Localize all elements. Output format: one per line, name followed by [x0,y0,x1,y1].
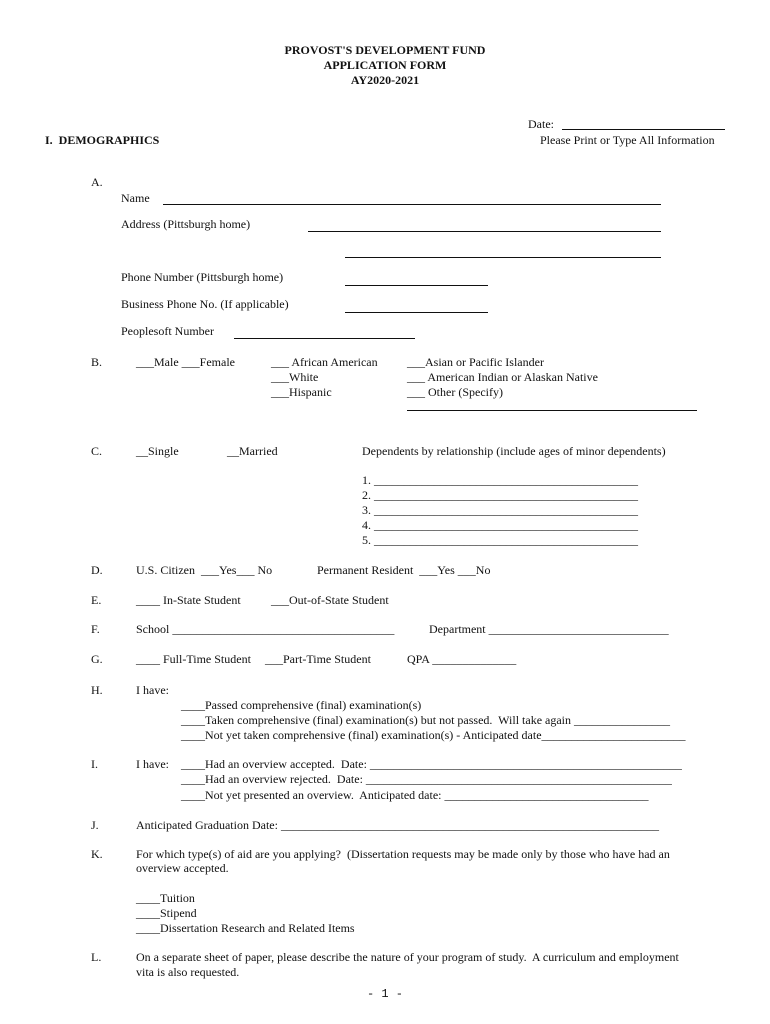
form-title: PROVOST'S DEVELOPMENT FUND [284,43,486,57]
aid-tuition-option[interactable]: ____Tuition [136,891,195,905]
part-time-option[interactable]: ___Part-Time Student [265,652,371,666]
qpa-field[interactable]: QPA ______________ [407,652,517,666]
ethnicity-african-american[interactable]: ___ African American [271,355,378,369]
date-field[interactable] [562,129,725,130]
date-label: Date: [528,117,554,131]
print-note: Please Print or Type All Information [540,133,715,147]
item-letter-b: B. [91,355,103,369]
overview-accepted-option[interactable]: ____Had an overview accepted. Date: ____________________________________________________ [181,757,682,771]
ethnicity-other[interactable]: ___ Other (Specify) [407,385,503,399]
dependents-label: Dependents by relationship (include ages of minor dependents) [362,444,666,458]
out-of-state-option[interactable]: ___Out-of-State Student [271,593,389,607]
item-letter-c: C. [91,444,103,458]
aid-question-line-1: For which type(s) of aid are you applying? (Dissertation requests may be made only by those who have had an [136,847,670,861]
ethnicity-white[interactable]: ___White [271,370,319,384]
item-letter-d: D. [91,563,103,577]
program-description-line-1: On a separate sheet of paper, please describe the nature of your program of study. A curriculum and employment [136,950,679,964]
overview-not-presented-option[interactable]: ____Not yet presented an overview. Anticipated date: __________________________________ [181,788,649,802]
us-citizen-options[interactable]: U.S. Citizen ___Yes___ No [136,563,273,577]
overview-rejected-option[interactable]: ____Had an overview rejected. Date: ___________________________________________________ [181,772,672,786]
dependent-line-4[interactable]: 4. ____________________________________________ [362,518,638,532]
dependent-line-5[interactable]: 5. ____________________________________________ [362,533,638,547]
business-phone-field[interactable] [345,312,488,313]
single-option[interactable]: __Single [136,444,179,458]
ethnicity-american-indian[interactable]: ___ American Indian or Alaskan Native [407,370,598,384]
address-field-2[interactable] [345,257,661,258]
phone-label: Phone Number (Pittsburgh home) [121,270,284,284]
peoplesoft-field[interactable] [234,338,415,339]
aid-stipend-option[interactable]: ____Stipend [136,906,197,920]
name-label: Name [121,191,150,205]
address-label: Address (Pittsburgh home) [121,217,251,231]
ethnicity-other-field[interactable] [407,410,697,411]
page-number: - 1 - [366,987,403,1001]
dependent-line-1[interactable]: 1. ____________________________________________ [362,473,638,487]
section-title: I. DEMOGRAPHICS [45,133,160,147]
form-subtitle: APPLICATION FORM [323,58,447,72]
ethnicity-hispanic[interactable]: ___Hispanic [271,385,332,399]
item-letter-l: L. [91,950,102,964]
academic-year: AY2020-2021 [350,73,420,87]
item-letter-j: J. [91,818,99,832]
business-phone-label: Business Phone No. (If applicable) [121,297,289,311]
exam-not-taken-option[interactable]: ____Not yet taken comprehensive (final) examination(s) - Anticipated date________________________ [181,728,686,742]
in-state-option[interactable]: ____ In-State Student [136,593,241,607]
exam-not-passed-option[interactable]: ____Taken comprehensive (final) examination(s) but not passed. Will take again ________________ [181,713,671,727]
ethnicity-asian[interactable]: ___Asian or Pacific Islander [407,355,544,369]
department-field[interactable]: Department ______________________________ [429,622,669,636]
aid-question-line-2: overview accepted. [136,861,229,875]
dependent-line-3[interactable]: 3. ____________________________________________ [362,503,638,517]
program-description-line-2: vita is also requested. [136,965,240,979]
name-field[interactable] [163,204,661,205]
gender-options[interactable]: ___Male ___Female [136,355,235,369]
i-have-label: I have: [136,683,169,697]
aid-dissertation-option[interactable]: ____Dissertation Research and Related Items [136,921,355,935]
item-letter-f: F. [91,622,100,636]
full-time-option[interactable]: ____ Full-Time Student [136,652,251,666]
address-field-1[interactable] [308,231,661,232]
school-field[interactable]: School _____________________________________ [136,622,395,636]
item-letter-k: K. [91,847,103,861]
graduation-date-field[interactable]: Anticipated Graduation Date: _______________________________________________________________ [136,818,659,832]
i-have-label-2: I have: [136,757,169,771]
dependent-line-2[interactable]: 2. ____________________________________________ [362,488,638,502]
married-option[interactable]: __Married [227,444,278,458]
item-letter-i: I. [91,757,98,771]
item-letter-a: A. [91,175,103,189]
item-letter-g: G. [91,652,103,666]
permanent-resident-options[interactable]: Permanent Resident ___Yes ___No [317,563,491,577]
phone-field[interactable] [345,285,488,286]
exam-passed-option[interactable]: ____Passed comprehensive (final) examination(s) [181,698,422,712]
item-letter-e: E. [91,593,102,607]
item-letter-h: H. [91,683,103,697]
peoplesoft-label: Peoplesoft Number [121,324,214,338]
